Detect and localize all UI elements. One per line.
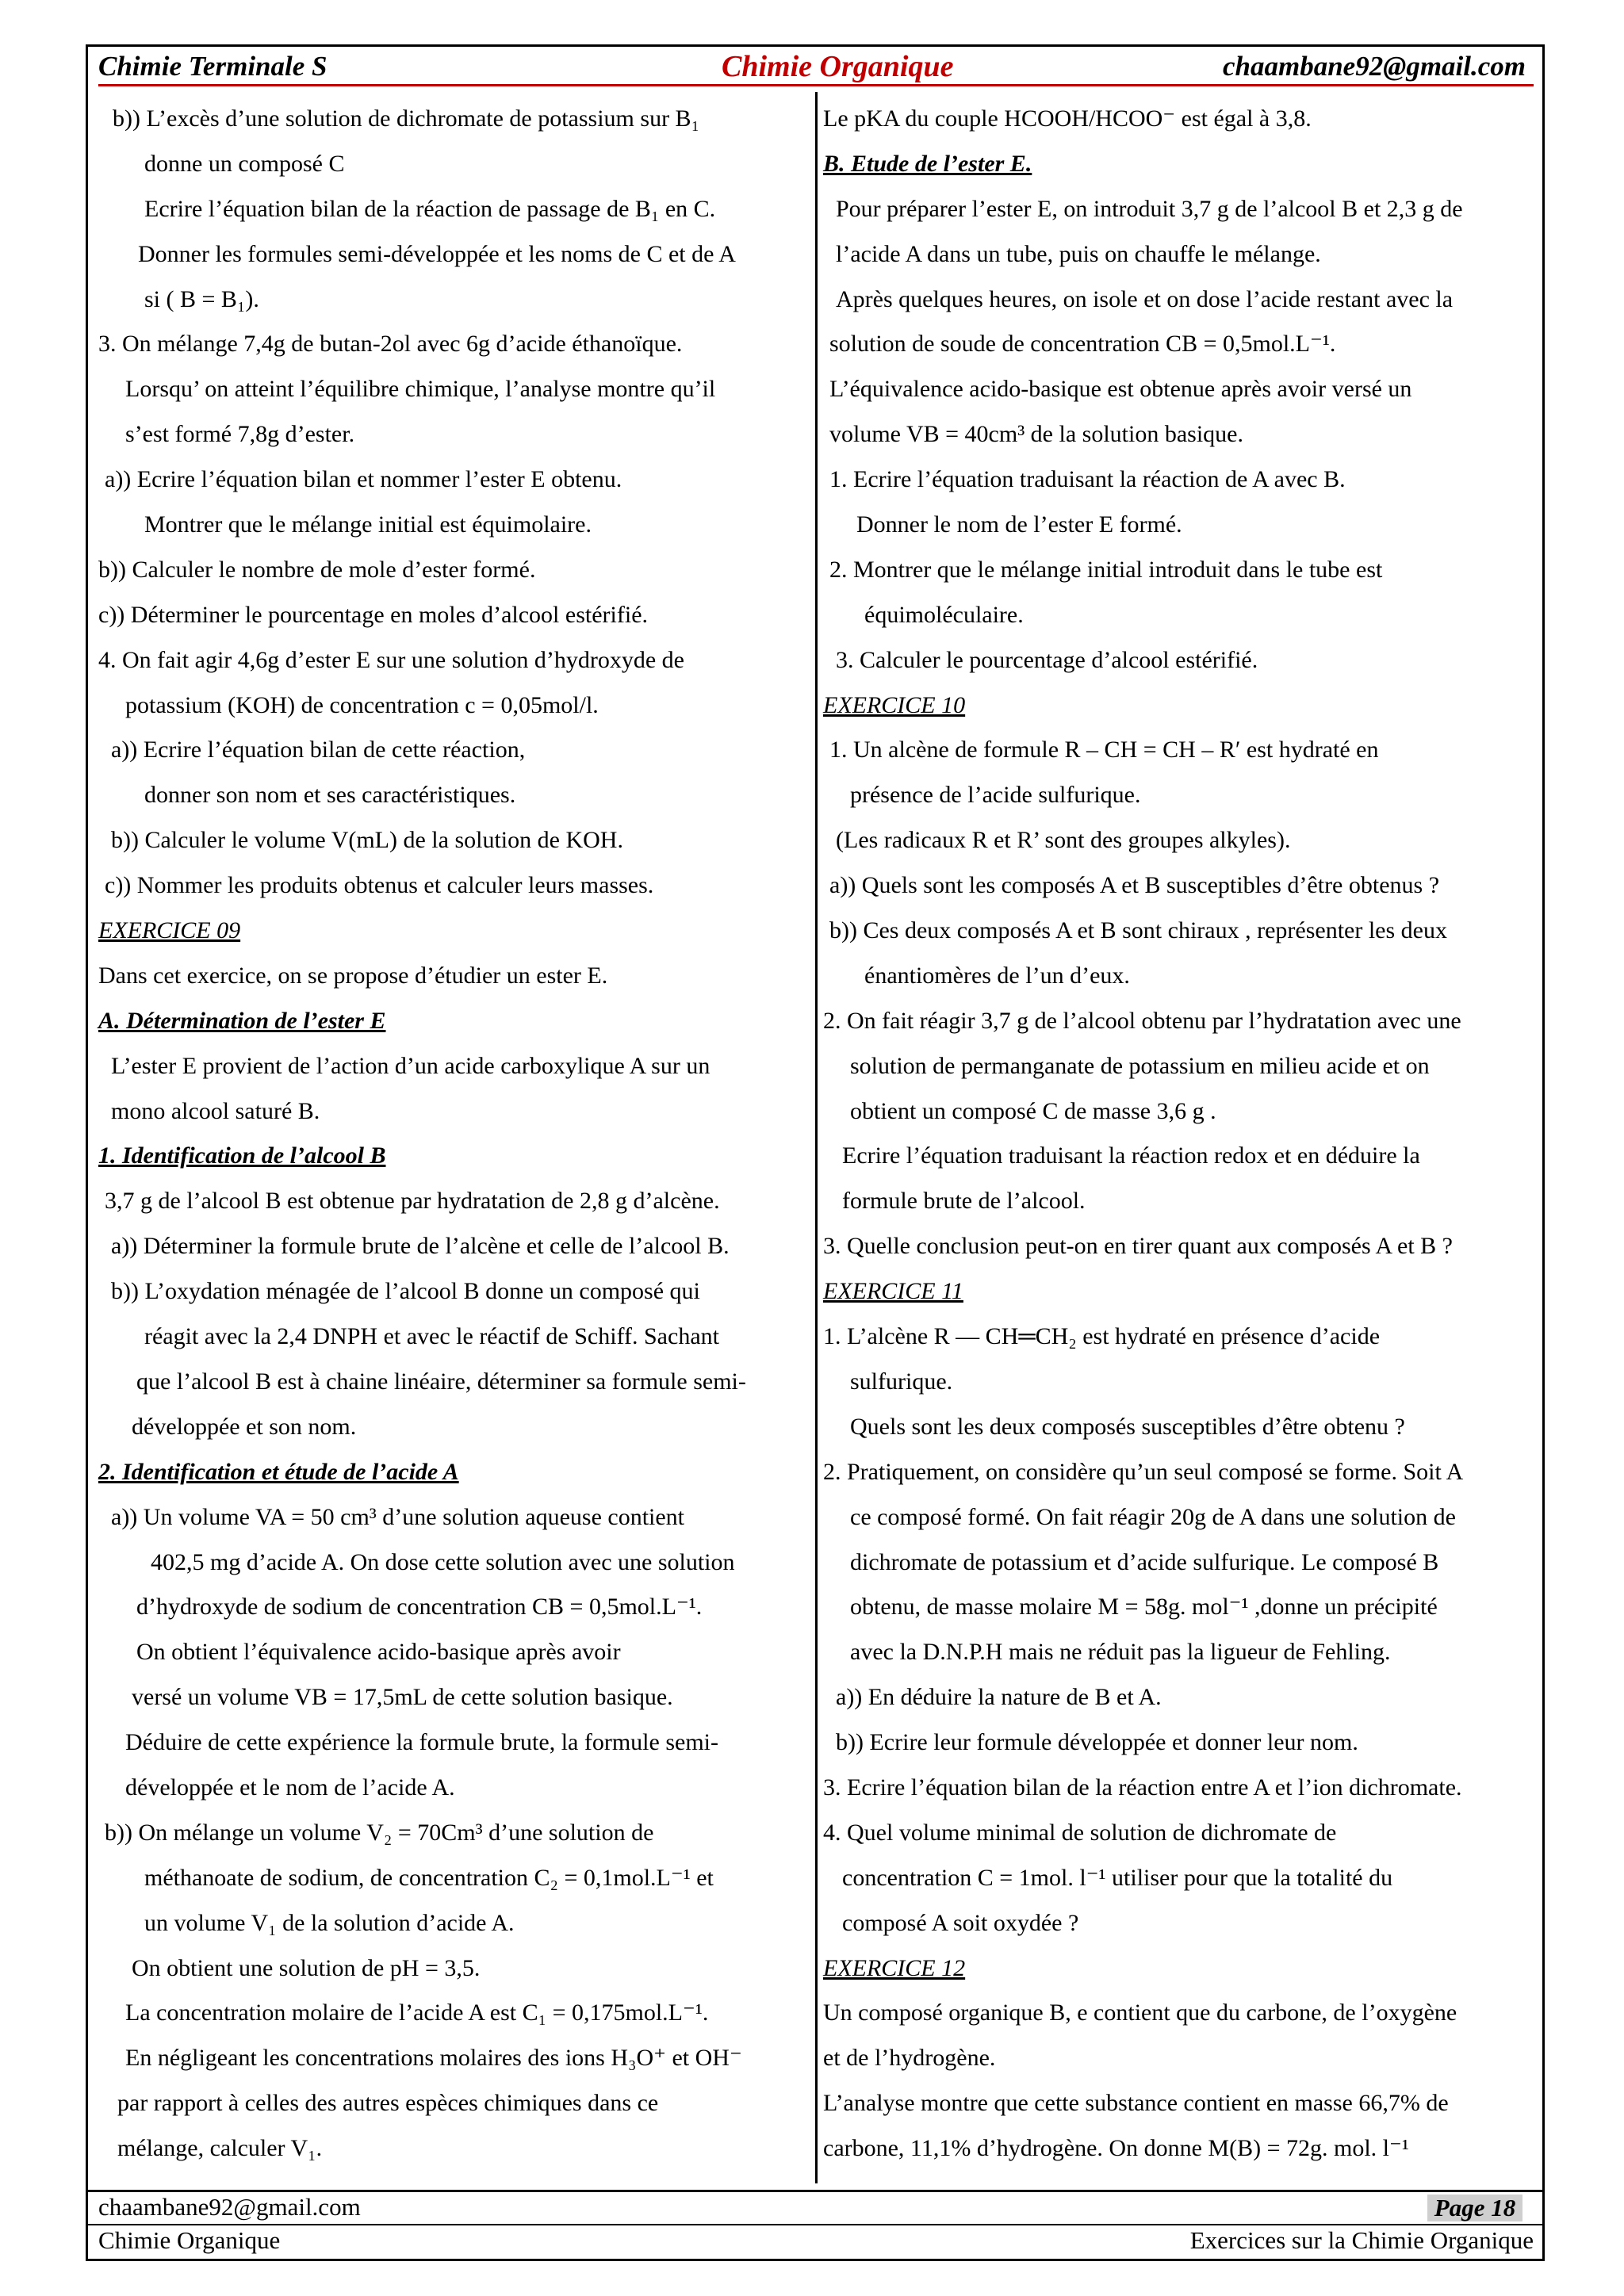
text-line: Ecrire l’équation traduisant la réaction redox et en déduire la	[842, 1142, 1420, 1169]
text-line: Dans cet exercice, on se propose d’étudier un ester E.	[98, 962, 608, 989]
section-heading: 1. Identification de l’alcool B	[98, 1142, 386, 1169]
footer-email: chaambane92@gmail.com	[98, 2193, 361, 2221]
column-divider	[815, 92, 818, 2183]
text-line: a)) Déterminer la formule brute de l’alcène et celle de l’alcool B.	[111, 1233, 730, 1260]
text-line: L’analyse montre que cette substance contient en masse 66,7% de	[823, 2090, 1449, 2117]
text-line: 1. L’alcène R — CH═CH₂ est hydraté en présence d’acide	[823, 1323, 1381, 1350]
text-line: 3. Ecrire l’équation bilan de la réaction entre A et l’ion dichromate.	[823, 1774, 1462, 1800]
text-line: dichromate de potassium et d’acide sulfurique. Le composé B	[850, 1548, 1439, 1575]
footer-rule	[86, 2190, 1545, 2192]
text-line: d’hydroxyde de sodium de concentration CB = 0,5mol.L⁻¹.	[136, 1594, 703, 1621]
text-line: et de l’hydrogène.	[823, 2045, 996, 2072]
text-line: Montrer que le mélange initial est équimolaire.	[144, 511, 592, 538]
text-line: que l’alcool B est à chaine linéaire, déterminer sa formule semi-	[136, 1368, 746, 1395]
text-line: Un composé organique B, e contient que du carbone, de l’oxygène	[823, 1999, 1457, 2026]
text-line: mono alcool saturé B.	[111, 1097, 320, 1124]
footer-title: Exercices sur la Chimie Organique	[1189, 2226, 1534, 2254]
section-heading: B. Etude de l’ester E.	[823, 150, 1032, 177]
text-line: b)) L’excès d’une solution de dichromate de potassium sur B₁	[113, 105, 700, 132]
text-line: mélange, calculer V₁.	[117, 2135, 323, 2162]
text-line: Après quelques heures, on isole et on dose l’acide restant avec la	[836, 285, 1454, 312]
text-line: 3,7 g de l’alcool B est obtenue par hydratation de 2,8 g d’alcène.	[105, 1188, 720, 1215]
text-line: composé A soit oxydée ?	[842, 1909, 1079, 1936]
text-line: 4. Quel volume minimal de solution de dichromate de	[823, 1819, 1337, 1846]
left-column	[98, 97, 812, 2172]
footer-subject: Chimie Organique	[98, 2226, 281, 2254]
text-line: 2. Montrer que le mélange initial introduit dans le tube est	[829, 556, 1383, 583]
text-line: Quels sont les deux composés susceptibles d’être obtenu ?	[850, 1413, 1405, 1440]
text-line: par rapport à celles des autres espèces chimiques dans ce	[117, 2090, 659, 2117]
text-line: 3. On mélange 7,4g de butan-2ol avec 6g d’acide éthanoïque.	[98, 331, 683, 358]
text-line: méthanoate de sodium, de concentration C₂ = 0,1mol.L⁻¹ et	[144, 1864, 714, 1891]
text-line: développée et son nom.	[132, 1413, 357, 1440]
text-line: b)) Calculer le nombre de mole d’ester formé.	[98, 556, 536, 583]
text-line: un volume V₁ de la solution d’acide A.	[144, 1909, 515, 1936]
text-line: équimoléculaire.	[864, 601, 1024, 628]
text-line: Ecrire l’équation bilan de la réaction de passage de B₁ en C.	[144, 195, 716, 222]
text-line: Lorsqu’ on atteint l’équilibre chimique, l’analyse montre qu’il	[125, 376, 716, 403]
text-line: b)) Ecrire leur formule développée et donner leur nom.	[836, 1729, 1358, 1756]
text-line: a)) Un volume VA = 50 cm³ d’une solution aqueuse contient	[111, 1503, 685, 1530]
text-line: présence de l’acide sulfurique.	[850, 782, 1141, 809]
text-line: sulfurique.	[850, 1368, 953, 1395]
text-line: b)) On mélange un volume V₂ = 70Cm³ d’une solution de	[105, 1819, 654, 1846]
header-rule	[98, 84, 1534, 86]
text-line: donner son nom et ses caractéristiques.	[144, 782, 516, 809]
header-course: Chimie Terminale S	[98, 51, 327, 82]
text-line: carbone, 11,1% d’hydrogène. On donne M(B) = 72g. mol. l⁻¹	[823, 2135, 1409, 2162]
page-header	[98, 49, 1534, 86]
header-email: chaambane92@gmail.com	[1222, 51, 1526, 82]
text-line: b)) Calculer le volume V(mL) de la solution de KOH.	[111, 827, 623, 854]
text-line: potassium (KOH) de concentration c = 0,05mol/l.	[125, 691, 599, 718]
text-line: c)) Nommer les produits obtenus et calculer leurs masses.	[105, 872, 654, 899]
text-line: solution de soude de concentration CB = 0,5mol.L⁻¹.	[829, 331, 1336, 358]
section-heading: 2. Identification et étude de l’acide A	[98, 1458, 459, 1485]
text-line: 2. On fait réagir 3,7 g de l’alcool obtenu par l’hydratation avec une	[823, 1007, 1461, 1034]
text-line: obtenu, de masse molaire M = 58g. mol⁻¹ ,donne un précipité	[850, 1594, 1438, 1621]
section-heading: A. Détermination de l’ester E	[98, 1007, 386, 1034]
text-line: a)) En déduire la nature de B et A.	[836, 1684, 1162, 1711]
text-line: 1. Un alcène de formule R – CH = CH – R′ est hydraté en	[829, 737, 1379, 763]
text-line: a)) Ecrire l’équation bilan de cette réaction,	[111, 737, 526, 763]
text-line: ce composé formé. On fait réagir 20g de A dans une solution de	[850, 1503, 1456, 1530]
text-line: Donner le nom de l’ester E formé.	[856, 511, 1182, 538]
text-line: 2. Pratiquement, on considère qu’un seul composé se forme. Soit A	[823, 1458, 1464, 1485]
text-line: 3. Calculer le pourcentage d’alcool estérifié.	[836, 646, 1258, 673]
text-line: développée et le nom de l’acide A.	[125, 1774, 455, 1800]
text-line: réagit avec la 2,4 DNPH et avec le réactif de Schiff. Sachant	[144, 1323, 719, 1350]
text-line: si ( B = B₁).	[144, 285, 259, 312]
text-line: b)) Ces deux composés A et B sont chiraux , représenter les deux	[829, 917, 1447, 944]
text-line: c)) Déterminer le pourcentage en moles d’alcool estérifié.	[98, 601, 649, 628]
text-line: formule brute de l’alcool.	[842, 1188, 1086, 1215]
text-line: solution de permanganate de potassium en milieu acide et on	[850, 1052, 1430, 1079]
exercise-heading: EXERCICE 12	[823, 1954, 966, 1981]
text-line: (Les radicaux R et R’ sont des groupes alkyles).	[836, 827, 1291, 854]
text-line: En négligeant les concentrations molaires des ions H₃O⁺ et OH⁻	[125, 2045, 742, 2072]
text-line: a)) Quels sont les composés A et B susceptibles d’être obtenus ?	[829, 872, 1440, 899]
text-line: L’équivalence acido-basique est obtenue après avoir versé un	[829, 376, 1412, 403]
text-line: énantiomères de l’un d’eux.	[864, 962, 1130, 989]
text-line: L’ester E provient de l’action d’un acide carboxylique A sur un	[111, 1052, 710, 1079]
text-line: La concentration molaire de l’acide A est C₁ = 0,175mol.L⁻¹.	[125, 1999, 709, 2026]
page-number: Page 18	[1427, 2195, 1522, 2221]
text-line: Donner les formules semi-développée et les noms de C et de A	[138, 240, 736, 267]
text-line: versé un volume VB = 17,5mL de cette solution basique.	[132, 1684, 673, 1711]
text-line: On obtient une solution de pH = 3,5.	[132, 1954, 481, 1981]
text-line: obtient un composé C de masse 3,6 g .	[850, 1097, 1216, 1124]
exercise-heading: EXERCICE 10	[823, 691, 966, 718]
footer-rule	[86, 2224, 1545, 2225]
text-line: donne un composé C	[144, 150, 345, 177]
text-line: 4. On fait agir 4,6g d’ester E sur une solution d’hydroxyde de	[98, 646, 684, 673]
text-line: Pour préparer l’ester E, on introduit 3,7 g de l’alcool B et 2,3 g de	[836, 195, 1463, 222]
text-line: b)) L’oxydation ménagée de l’alcool B donne un composé qui	[111, 1278, 700, 1305]
text-line: 3. Quelle conclusion peut-on en tirer quant aux composés A et B ?	[823, 1233, 1453, 1260]
text-line: Le pKA du couple HCOOH/HCOO⁻ est égal à 3,8.	[823, 105, 1312, 132]
text-line: l’acide A dans un tube, puis on chauffe le mélange.	[836, 240, 1321, 267]
text-line: Déduire de cette expérience la formule brute, la formule semi-	[125, 1729, 718, 1756]
text-line: avec la D.N.P.H mais ne réduit pas la ligueur de Fehling.	[850, 1639, 1391, 1666]
text-line: concentration C = 1mol. l⁻¹ utiliser pour que la totalité du	[842, 1864, 1393, 1891]
text-line: s’est formé 7,8g d’ester.	[125, 421, 355, 448]
text-line: volume VB = 40cm³ de la solution basique.	[829, 421, 1243, 448]
header-title: Chimie Organique	[722, 50, 954, 83]
right-column	[823, 97, 1537, 2172]
exercise-heading: EXERCICE 11	[823, 1278, 963, 1305]
text-line: On obtient l’équivalence acido-basique après avoir	[136, 1639, 621, 1666]
exercise-heading: EXERCICE 09	[98, 917, 241, 944]
text-line: 402,5 mg d’acide A. On dose cette solution avec une solution	[151, 1548, 735, 1575]
text-line: a)) Ecrire l’équation bilan et nommer l’ester E obtenu.	[105, 466, 622, 493]
text-line: 1. Ecrire l’équation traduisant la réaction de A avec B.	[829, 466, 1346, 493]
